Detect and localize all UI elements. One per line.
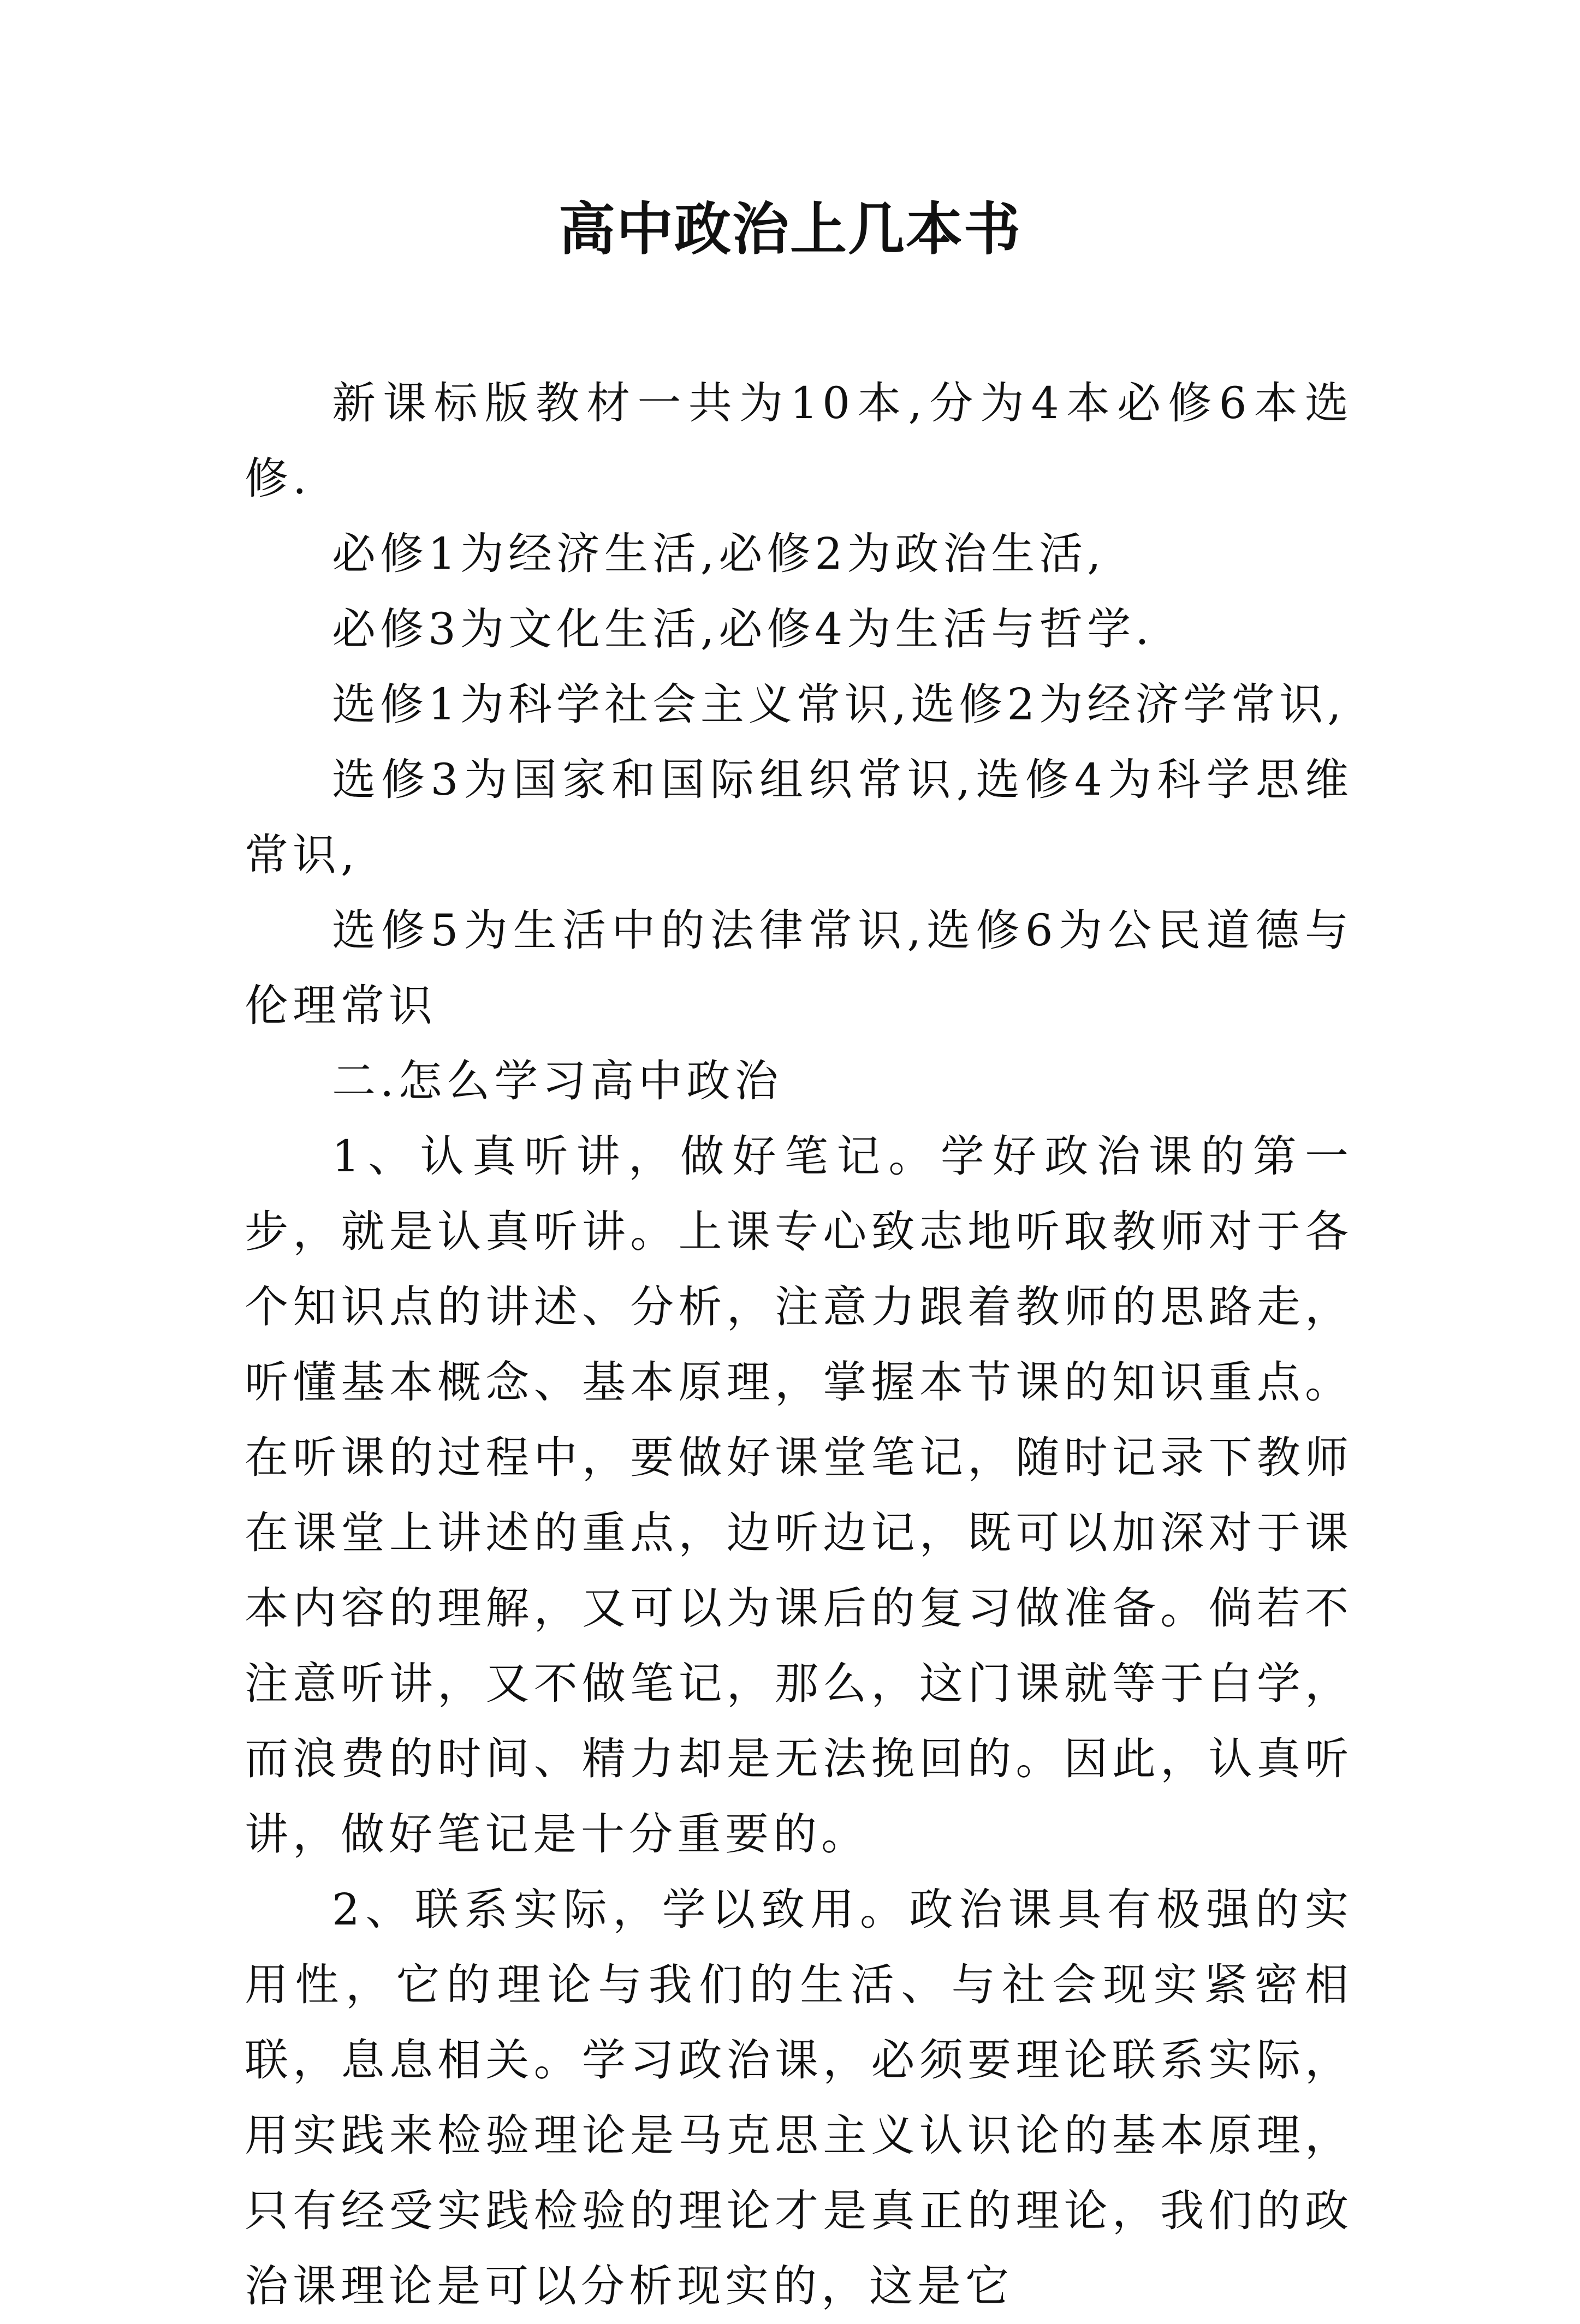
document-body	[245, 366, 1353, 2324]
paragraph-elective-3-4: 选修3为国家和国际组织常识,选修4为科学思维常识,	[245, 754, 1353, 880]
paragraph-elective-1-2: 选修1为科学社会主义常识,选修2为经济学常识,	[332, 679, 1346, 730]
paragraph-listen-and-take-notes: 1、认真听讲，做好笔记。学好政治课的第一步，就是认真听讲。上课专心致志地听取教师对于各个知识点的讲述、分析，注意力跟着教师的思路走，听懂基本概念、基本原理，掌握本节课的知识重点。在听课的过程中，要做好课堂笔记，随时记录下教师在课堂上讲述的重点，边听边记，既可以加深对于课本内容的理解，又可以为课后的复习做准备。倘若不注意听讲，又不做笔记，那么，这门课就等于白学，而浪费的时间、精力却是无法挽回的。因此，认真听讲，做好笔记是十分重要的。	[245, 1131, 1353, 1860]
paragraph-required-3-4: 必修3为文化生活,必修4为生活与哲学.	[332, 604, 1154, 654]
document-title: 高中政治上几本书	[558, 195, 1021, 263]
paragraph-required-1-2: 必修1为经济生活,必修2为政治生活,	[332, 528, 1106, 579]
paragraph-connect-to-practice: 2、联系实际，学以致用。政治课具有极强的实用性，它的理论与我们的生活、与社会现实紧密相联，息息相关。学习政治课，必须要理论联系实际，用实践来检验理论是马克思主义认识论的基本原理，只有经受实践检验的理论才是真正的理论，我们的政治课理论是可以分析现实的，这是它	[245, 1884, 1353, 2311]
section-heading-how-to-study: 二.怎么学习高中政治	[332, 1056, 783, 1106]
paragraph-textbook-count: 新课标版教材一共为10本,分为4本必修6本选修.	[245, 378, 1353, 504]
paragraph-elective-5-6: 选修5为生活中的法律常识,选修6为公民道德与伦理常识	[245, 905, 1353, 1031]
